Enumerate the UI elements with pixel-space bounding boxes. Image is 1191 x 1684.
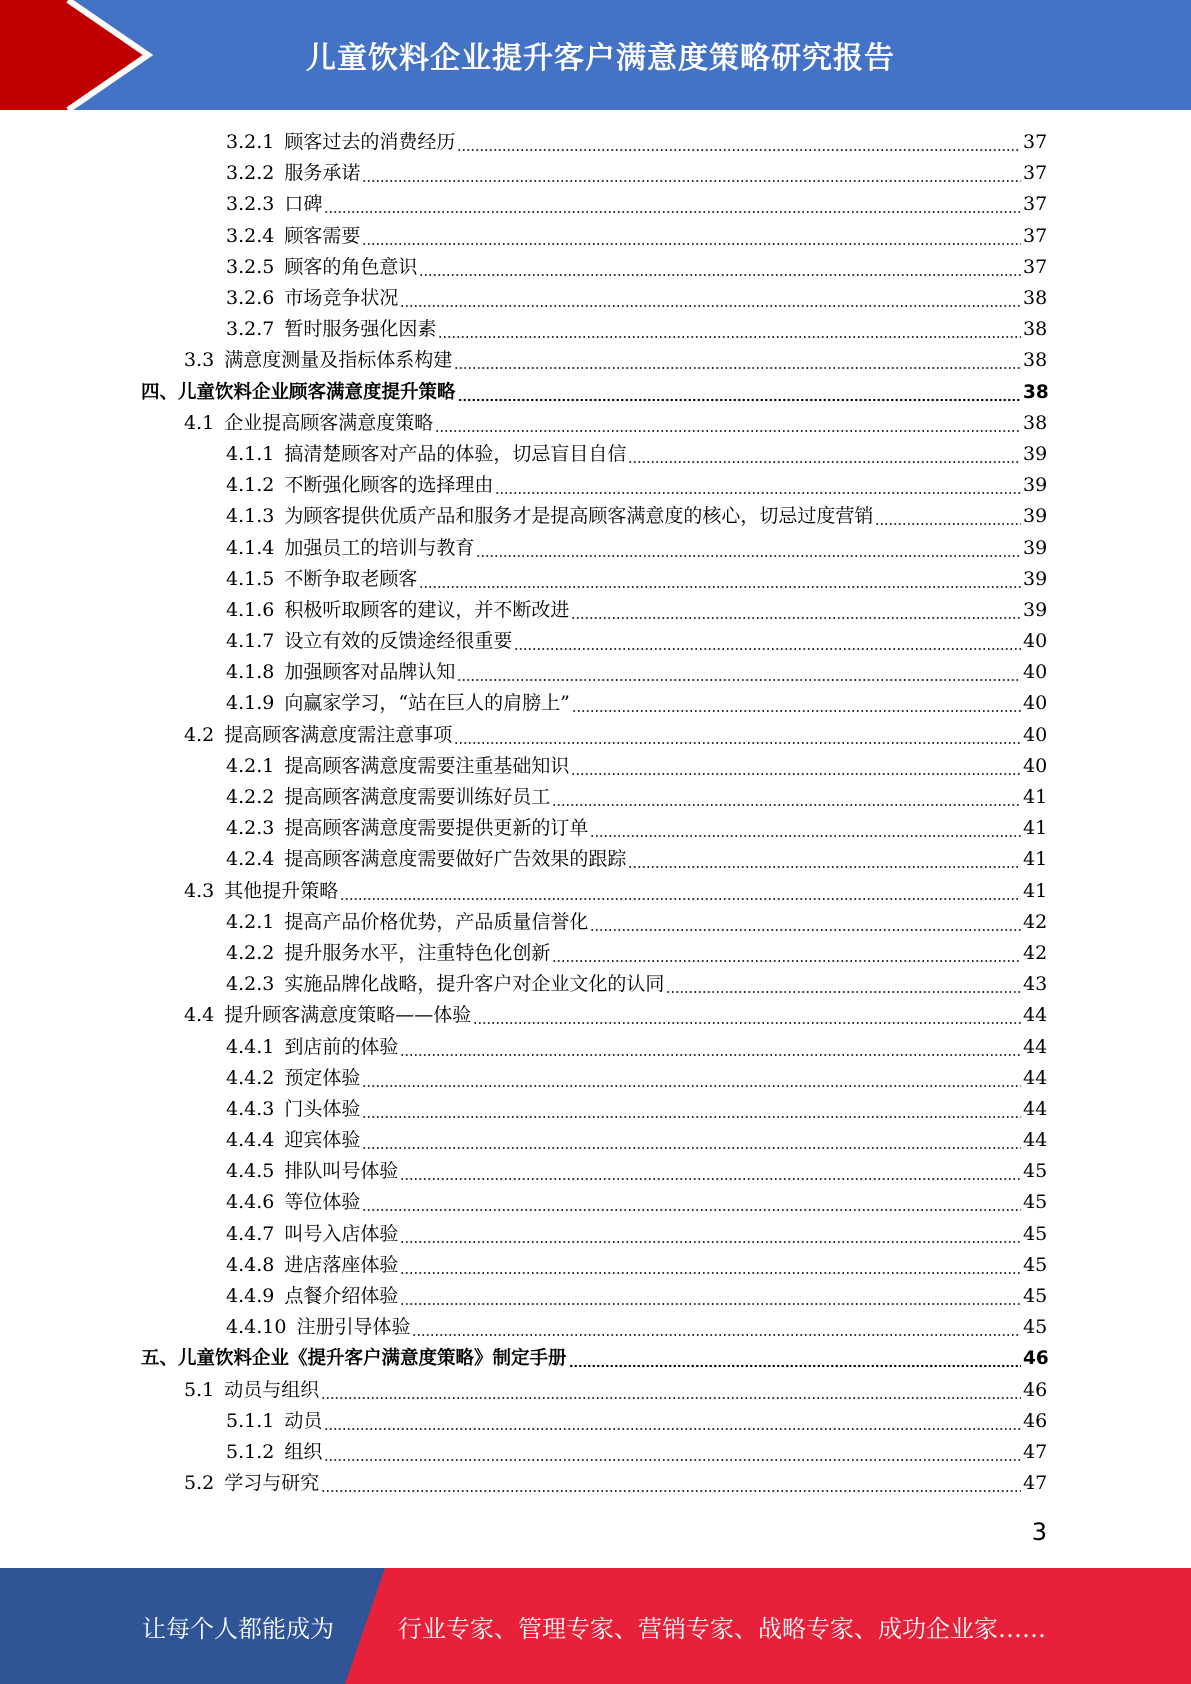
toc-entry-page: 40: [1023, 754, 1048, 777]
toc-entry[interactable]: [0, 1156, 1191, 1187]
toc-entry-number: 4.2.2: [226, 786, 275, 809]
dot-leader: [400, 1281, 1021, 1312]
toc-entry-number: 3.2.6: [226, 287, 275, 310]
toc-entry-number: 4.4.10: [226, 1316, 287, 1339]
toc-entry-number: 4.4.6: [226, 1191, 275, 1214]
toc-entry-title: 暂时服务强化因素: [284, 318, 437, 341]
toc-entry-number: 4.4: [184, 1004, 215, 1027]
toc-entry-number: 5.1.1: [226, 1409, 275, 1432]
toc-entry-title: 进店落座体验: [284, 1253, 399, 1276]
toc-entry-number: 4.2.4: [226, 848, 275, 871]
dot-leader: [362, 158, 1021, 189]
toc-entry-title: 加强顾客对品牌认知: [284, 661, 456, 684]
toc-entry-page: 38: [1023, 318, 1048, 341]
toc-entry-number: 4.1.5: [226, 567, 275, 590]
toc-entry[interactable]: [0, 938, 1191, 969]
toc-entry-number: 五、: [141, 1348, 179, 1370]
toc-entry[interactable]: [0, 252, 1191, 283]
dot-leader: [321, 1375, 1021, 1406]
toc-entry-page: 45: [1023, 1222, 1048, 1245]
toc-entry-number: 4.1.9: [226, 692, 275, 715]
toc-entry-page: 46: [1023, 1409, 1048, 1432]
dot-leader: [572, 688, 1021, 719]
toc-entry-number: 4.1.8: [226, 661, 275, 684]
toc-entry-page: 44: [1023, 1097, 1048, 1120]
toc-entry-number: 4.2.1: [226, 910, 275, 933]
toc-entry[interactable]: [0, 189, 1191, 220]
toc-entry-page: 38: [1023, 287, 1048, 310]
toc-entry-page: 45: [1023, 1253, 1048, 1276]
toc-entry[interactable]: [0, 345, 1191, 376]
toc-entry[interactable]: [0, 969, 1191, 1000]
toc-entry-title: 口碑: [284, 193, 323, 216]
toc-entry-number: 4.4.5: [226, 1160, 275, 1183]
toc-entry-title: 组织: [284, 1440, 323, 1463]
toc-entry-number: 4.4.1: [226, 1035, 275, 1058]
toc-entry[interactable]: [0, 532, 1191, 563]
toc-entry[interactable]: [0, 1406, 1191, 1437]
toc-entry-page: 45: [1023, 1285, 1048, 1308]
dot-leader: [400, 1156, 1021, 1187]
toc-entry-title: 提高产品价格优势，产品质量信誉化: [284, 910, 589, 933]
dot-leader: [628, 439, 1021, 470]
footer-slogan-right: 行业专家、管理专家、营销专家、战略专家、成功企业家……: [398, 1614, 1046, 1643]
toc-entry-number: 4.1.4: [226, 536, 275, 559]
toc-entry[interactable]: [0, 1250, 1191, 1281]
toc-entry[interactable]: [0, 1468, 1191, 1499]
toc-entry[interactable]: [0, 876, 1191, 907]
toc-entry-title: 动员: [284, 1409, 323, 1432]
toc-entry-title: 门头体验: [284, 1097, 361, 1120]
toc-entry-number: 4.1.7: [226, 630, 275, 653]
toc-entry-number: 4.1.1: [226, 442, 275, 465]
dot-leader: [362, 1125, 1021, 1156]
toc-entry-title: 设立有效的反馈途经很重要: [284, 630, 513, 653]
toc-entry[interactable]: [0, 1281, 1191, 1312]
toc-entry-title: 点餐介绍体验: [284, 1285, 399, 1308]
toc-entry-page: 41: [1023, 786, 1048, 809]
toc-entry-number: 3.3: [184, 349, 215, 372]
toc-entry-page: 45: [1023, 1191, 1048, 1214]
footer-slogan-left: 让每个人都能成为: [142, 1614, 334, 1643]
toc-entry-page: 37: [1023, 131, 1048, 154]
toc-entry[interactable]: [0, 1375, 1191, 1406]
toc-entry-title: 动员与组织: [224, 1378, 320, 1401]
header-banner: [0, 0, 1191, 110]
toc-entry-title: 搞清楚顾客对产品的体验，切忌盲目自信: [284, 442, 627, 465]
toc-entry-page: 37: [1023, 224, 1048, 247]
toc-entry[interactable]: [0, 283, 1191, 314]
dot-leader: [324, 1406, 1021, 1437]
toc-entry-page: 38: [1023, 381, 1049, 403]
toc-entry-title: 提高顾客满意度需要提供更新的订单: [284, 817, 589, 840]
toc-entry-number: 4.2.2: [226, 941, 275, 964]
toc-entry-title: 提升服务水平，注重特色化创新: [284, 941, 551, 964]
toc-entry-title: 儿童饮料企业《提升客户满意度策略》制定手册: [178, 1348, 567, 1370]
toc-entry-page: 39: [1023, 474, 1048, 497]
toc-entry-page: 42: [1023, 910, 1048, 933]
toc-entry[interactable]: [0, 1031, 1191, 1062]
toc-entry-page: 37: [1023, 193, 1048, 216]
toc-entry-page: 40: [1023, 630, 1048, 653]
toc-entry-title: 市场竞争状况: [284, 287, 399, 310]
toc-entry[interactable]: [0, 439, 1191, 470]
toc-entry[interactable]: [0, 1437, 1191, 1468]
toc-entry[interactable]: [0, 1094, 1191, 1125]
dot-leader: [473, 1000, 1021, 1031]
page-number: 3: [1031, 1518, 1047, 1546]
toc-entry-page: 37: [1023, 255, 1048, 278]
dot-leader: [438, 314, 1021, 345]
toc-entry[interactable]: [0, 782, 1191, 813]
toc-entry-number: 3.2.5: [226, 255, 275, 278]
toc-entry-page: 44: [1023, 1066, 1048, 1089]
dot-leader: [552, 782, 1021, 813]
toc-entry-number: 4.1.6: [226, 598, 275, 621]
dot-leader: [454, 345, 1021, 376]
toc-entry-page: 39: [1023, 442, 1048, 465]
toc-entry-title: 叫号入店体验: [284, 1222, 399, 1245]
toc-entry-title: 积极听取顾客的建议，并不断改进: [284, 598, 570, 621]
dot-leader: [571, 595, 1021, 626]
toc-entry-title: 顾客的角色意识: [284, 255, 418, 278]
toc-entry-page: 43: [1023, 973, 1048, 996]
toc-entry-title: 实施品牌化战略，提升客户对企业文化的认同: [284, 973, 665, 996]
toc-entry-page: 40: [1023, 661, 1048, 684]
toc-entry-title: 不断争取老顾客: [284, 567, 418, 590]
toc-entry-number: 3.2.3: [226, 193, 275, 216]
toc-entry-title: 注册引导体验: [296, 1316, 411, 1339]
toc-entry-title: 服务承诺: [284, 162, 361, 185]
toc-entry[interactable]: [0, 1063, 1191, 1094]
toc-entry-title: 顾客过去的消费经历: [284, 131, 456, 154]
toc-entry-number: 3.2.2: [226, 162, 275, 185]
toc-entry-number: 4.4.7: [226, 1222, 275, 1245]
dot-leader: [476, 533, 1021, 564]
toc-entry-title: 提升顾客满意度策略——体验: [224, 1004, 472, 1027]
toc-entry-page: 40: [1023, 723, 1048, 746]
dot-leader: [400, 1219, 1021, 1250]
toc-entry-number: 3.2.7: [226, 318, 275, 341]
toc-entry[interactable]: [0, 314, 1191, 345]
toc-entry-number: 四、: [141, 381, 179, 403]
toc-entry[interactable]: [0, 688, 1191, 719]
toc-entry[interactable]: [0, 751, 1191, 782]
dot-leader: [571, 751, 1021, 782]
toc-entry-number: 4.4.4: [226, 1129, 275, 1152]
dot-leader: [324, 189, 1021, 220]
toc-entry-page: 46: [1023, 1378, 1048, 1401]
toc-entry-page: 44: [1023, 1004, 1048, 1027]
toc-entry-number: 4.3: [184, 879, 215, 902]
toc-entry[interactable]: [0, 657, 1191, 688]
toc-entry-number: 5.2: [184, 1472, 215, 1495]
dot-leader: [457, 127, 1021, 158]
toc-entry-number: 4.1.3: [226, 505, 275, 528]
dot-leader: [362, 221, 1021, 252]
toc-entry-title: 企业提高顾客满意度策略: [224, 411, 434, 434]
toc-entry[interactable]: [0, 626, 1191, 657]
toc-entry-title: 提高顾客满意度需要训练好员工: [284, 786, 551, 809]
toc-entry[interactable]: [0, 501, 1191, 532]
toc-entry-title: 为顾客提供优质产品和服务才是提高顾客满意度的核心，切忌过度营销: [284, 505, 874, 528]
dot-leader: [458, 377, 1021, 408]
dot-leader: [569, 1343, 1021, 1374]
dot-leader: [340, 876, 1021, 907]
dot-leader: [514, 626, 1021, 657]
toc-entry-number: 4.2.3: [226, 973, 275, 996]
dot-leader: [875, 501, 1021, 532]
dot-leader: [419, 252, 1021, 283]
dot-leader: [590, 813, 1021, 844]
document-title: 儿童饮料企业提升客户满意度策略研究报告: [306, 41, 895, 76]
toc-entry-number: 4.4.2: [226, 1066, 275, 1089]
toc-entry-page: 40: [1023, 692, 1048, 715]
toc-entry-number: 4.1: [184, 411, 215, 434]
toc-entry[interactable]: [0, 377, 1191, 408]
footer-banner: [0, 1568, 1191, 1684]
toc-entry[interactable]: [0, 1343, 1191, 1374]
toc-entry[interactable]: [0, 720, 1191, 751]
toc-entry[interactable]: [0, 1125, 1191, 1156]
toc-entry[interactable]: [0, 1000, 1191, 1031]
toc-entry-title: 顾客需要: [284, 224, 361, 247]
toc-entry[interactable]: [0, 470, 1191, 501]
toc-entry-title: 不断强化顾客的选择理由: [284, 474, 494, 497]
toc-entry-title: 提高顾客满意度需注意事项: [224, 723, 453, 746]
toc-entry-number: 3.2.1: [226, 131, 275, 154]
toc-entry-page: 41: [1023, 848, 1048, 871]
toc-entry-number: 3.2.4: [226, 224, 275, 247]
toc-entry-number: 4.4.3: [226, 1097, 275, 1120]
toc-entry-title: 预定体验: [284, 1066, 361, 1089]
toc-entry-page: 45: [1023, 1316, 1048, 1339]
toc-entry[interactable]: [0, 907, 1191, 938]
toc-entry-page: 39: [1023, 567, 1048, 590]
toc-entry[interactable]: [0, 1219, 1191, 1250]
toc-entry-page: 44: [1023, 1035, 1048, 1058]
toc-entry-title: 排队叫号体验: [284, 1160, 399, 1183]
toc-entry[interactable]: [0, 844, 1191, 875]
toc-entry-number: 4.1.2: [226, 474, 275, 497]
toc-entry-number: 4.2.3: [226, 817, 275, 840]
toc-entry[interactable]: [0, 1187, 1191, 1218]
toc-entry-page: 38: [1023, 411, 1048, 434]
toc-entry-page: 47: [1023, 1440, 1048, 1463]
toc-entry[interactable]: [0, 813, 1191, 844]
dot-leader: [400, 283, 1021, 314]
toc-entry-page: 41: [1023, 817, 1048, 840]
red-arrow-icon: [0, 0, 160, 110]
toc-entry-page: 38: [1023, 349, 1048, 372]
toc-entry-title: 迎宾体验: [284, 1129, 361, 1152]
toc-entry-page: 46: [1023, 1348, 1049, 1370]
toc-entry-title: 到店前的体验: [284, 1035, 399, 1058]
toc-entry-title: 儿童饮料企业顾客满意度提升策略: [178, 381, 456, 403]
dot-leader: [400, 1032, 1021, 1063]
dot-leader: [412, 1312, 1021, 1343]
toc-entry-number: 5.1.2: [226, 1440, 275, 1463]
toc-entry[interactable]: [0, 1312, 1191, 1343]
dot-leader: [435, 408, 1021, 439]
toc-entry[interactable]: [0, 158, 1191, 189]
toc-entry-page: 37: [1023, 162, 1048, 185]
toc-entry-title: 等位体验: [284, 1191, 361, 1214]
toc-entry-page: 45: [1023, 1160, 1048, 1183]
dot-leader: [457, 657, 1021, 688]
toc-entry-title: 加强员工的培训与教育: [284, 536, 475, 559]
toc-entry-title: 提高顾客满意度需要注重基础知识: [284, 754, 570, 777]
toc-entry-number: 4.2: [184, 723, 215, 746]
toc-entry-page: 42: [1023, 941, 1048, 964]
toc-entry[interactable]: [0, 408, 1191, 439]
toc-entry-page: 39: [1023, 536, 1048, 559]
toc-entry-title: 满意度测量及指标体系构建: [224, 349, 453, 372]
toc-entry-number: 5.1: [184, 1378, 215, 1401]
table-of-contents: [0, 127, 1191, 1499]
toc-entry[interactable]: [0, 564, 1191, 595]
toc-entry-title: 其他提升策略: [224, 879, 339, 902]
dot-leader: [628, 844, 1021, 875]
toc-entry-number: 4.2.1: [226, 754, 275, 777]
toc-entry-page: 39: [1023, 598, 1048, 621]
dot-leader: [454, 720, 1021, 751]
toc-entry-number: 4.4.9: [226, 1285, 275, 1308]
dot-leader: [666, 969, 1021, 1000]
dot-leader: [495, 470, 1021, 501]
toc-entry-title: 向赢家学习，“站在巨人的肩膀上”: [284, 692, 570, 715]
toc-entry-page: 44: [1023, 1129, 1048, 1152]
dot-leader: [321, 1468, 1021, 1499]
toc-entry[interactable]: [0, 127, 1191, 158]
toc-entry-page: 41: [1023, 879, 1048, 902]
dot-leader: [400, 1250, 1021, 1281]
toc-entry-page: 39: [1023, 505, 1048, 528]
toc-entry[interactable]: [0, 221, 1191, 252]
toc-entry[interactable]: [0, 595, 1191, 626]
dot-leader: [419, 564, 1021, 595]
dot-leader: [362, 1094, 1021, 1125]
toc-entry-page: 47: [1023, 1472, 1048, 1495]
dot-leader: [362, 1187, 1021, 1218]
dot-leader: [552, 938, 1021, 969]
dot-leader: [324, 1437, 1021, 1468]
toc-entry-number: 4.4.8: [226, 1253, 275, 1276]
dot-leader: [590, 907, 1021, 938]
toc-entry-title: 提高顾客满意度需要做好广告效果的跟踪: [284, 848, 627, 871]
dot-leader: [362, 1063, 1021, 1094]
toc-entry-title: 学习与研究: [224, 1472, 320, 1495]
